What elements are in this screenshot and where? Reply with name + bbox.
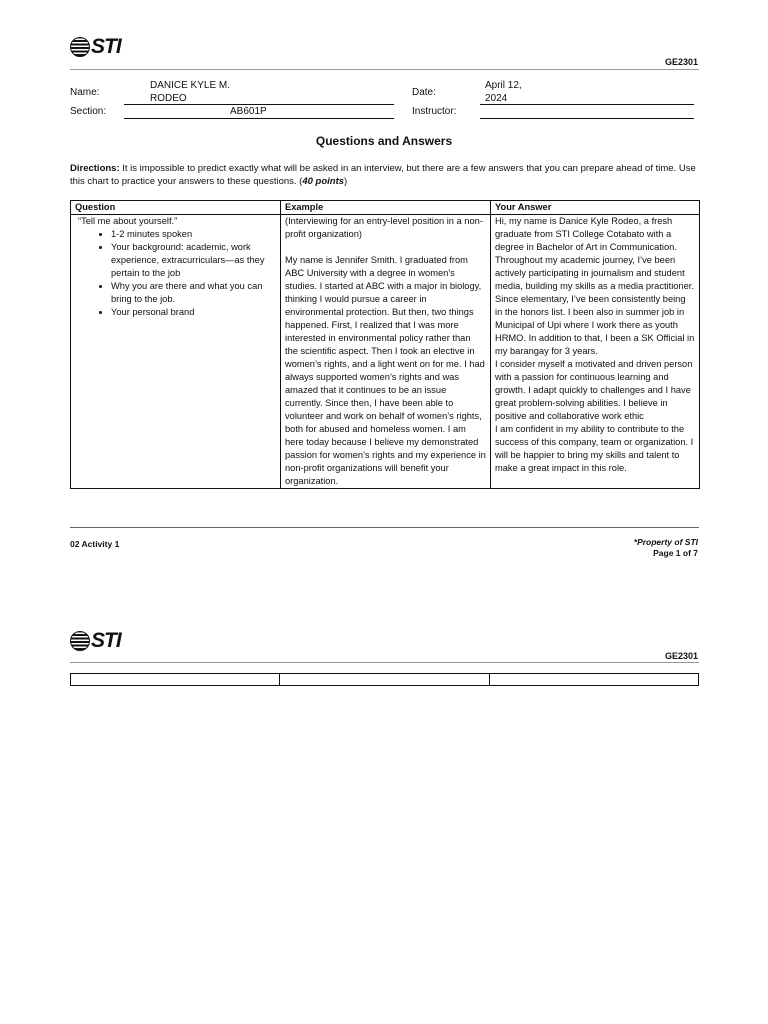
date-underline: [480, 104, 694, 105]
answer-paragraph-1: Hi, my name is Danice Kyle Rodeo, a fresh graduate from STI College Cotabato with a degree in Bachelor of Art in Communication. Throughout my academic journey, I’ve been actively participating in journalism and student media, building my skills as a media practitioner. Since elementary, I’ve been consistently being in the honors list. I been also in summer job in Municipal of Upi where I work there as youth HRMO. In addition to that, I been a SK Official in my barangay for 3 years.: [495, 216, 695, 356]
globe-icon: [70, 631, 90, 651]
logo-text: STI: [91, 35, 121, 58]
table-header-row: [71, 201, 700, 215]
date-value-line1: April 12,: [485, 80, 522, 91]
instructor-underline: [480, 118, 694, 119]
name-value-line1: DANICE KYLE M.: [150, 80, 231, 91]
question-bullets: [75, 228, 276, 319]
directions: [70, 162, 700, 188]
footer-property: [634, 537, 698, 559]
example-intro: (Interviewing for an entry-level position in a non-profit organization): [285, 216, 483, 239]
answer-paragraph-3: I am confident in my ability to contribute to the success of this company, team or organization. I will be happier to bring my skills and talent to make a great impact in this role.: [495, 424, 694, 473]
directions-label: Directions:: [70, 163, 120, 174]
question-title: “Tell me about yourself.”: [78, 216, 178, 226]
section-label: Section:: [70, 106, 107, 117]
name-value: [150, 79, 230, 105]
empty-cell: [71, 674, 280, 685]
directions-close: ): [344, 176, 348, 187]
directions-text: It is impossible to predict exactly what will be asked in an interview, but there are a few answers that you can prepare ahead of time. Use this chart to practice your answers to these questions. (: [70, 163, 696, 187]
instructor-label: Instructor:: [412, 106, 457, 117]
header-divider: [70, 69, 699, 70]
example-cell: [281, 215, 491, 489]
list-item: • 1-2 minutes spoken: [111, 228, 276, 241]
page-title: Questions and Answers: [315, 134, 453, 148]
sti-logo: [70, 35, 121, 59]
footer-divider: [70, 527, 699, 528]
list-item: • Your background: academic, work experience, extracurriculars—as they pertain to the job: [111, 241, 276, 280]
header-example: Example: [281, 201, 491, 215]
table-row: [71, 215, 700, 489]
globe-icon: [70, 37, 90, 57]
empty-table-row: [70, 673, 699, 686]
header-question: Question: [71, 201, 281, 215]
section-value: AB601P: [230, 106, 267, 117]
footer-page-number: Page 1 of 7: [653, 548, 698, 558]
name-label: Name:: [70, 87, 100, 98]
name-value-line2: RODEO: [150, 93, 187, 104]
qa-table: [70, 200, 700, 489]
section-underline: [124, 118, 394, 119]
course-code: GE2301: [664, 57, 698, 67]
list-item: • Why you are there and what you can bring to the job.: [111, 280, 276, 306]
course-code-page2: GE2301: [664, 651, 698, 661]
empty-cell: [280, 674, 489, 685]
question-cell: [71, 215, 281, 489]
list-item: • Your personal brand: [111, 306, 276, 319]
example-body: My name is Jennifer Smith. I graduated from ABC University with a degree in women’s studies. I started at ABC with a major in biology, thinking I would pursue a career in environmental protection. But then, two things happened. First, I realized that I was more interested in environmental policy rather than the scientific aspect. Then I took an elective in women’s rights, and a light went on for me. I had always supported women’s rights and was amazed that it continues to be an issue currently. Since then, I have been able to volunteer and work on behalf of women’s rights, both for abused and homeless women. I am here today because I believe my demonstrated passion for women’s rights and my experience in non-profit organizations will benefit your organization.: [285, 255, 486, 486]
sti-logo-page2: [70, 629, 121, 653]
answer-paragraph-2: I consider myself a motivated and driven person with a passion for continuous learning and growth. I adapt quickly to challenges and I have great problem-solving abilities. I believe in positive and collaborative work ethic: [495, 359, 693, 421]
date-value: [485, 79, 522, 105]
date-value-line2: 2024: [485, 93, 508, 104]
footer-property-text: *Property of STI: [633, 537, 698, 547]
header-divider-page2: [70, 662, 699, 663]
directions-points: 40 points: [302, 176, 345, 187]
date-label: Date:: [412, 87, 436, 98]
footer-activity: 02 Activity 1: [70, 539, 120, 549]
header-your-answer: Your Answer: [491, 201, 700, 215]
logo-text: STI: [91, 629, 121, 652]
empty-cell: [490, 674, 698, 685]
answer-cell: [491, 215, 700, 489]
